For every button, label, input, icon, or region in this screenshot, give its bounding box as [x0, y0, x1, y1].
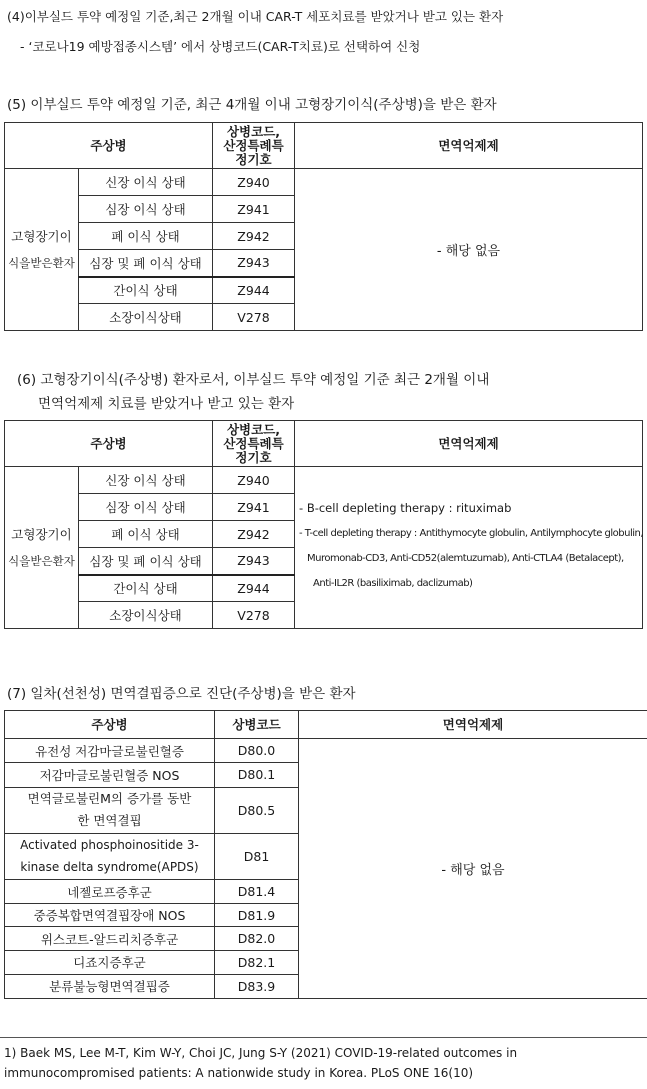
diagnosis-name: 폐 이식 상태 — [79, 521, 213, 548]
diagnosis-code: Z940 — [213, 169, 295, 196]
diagnosis-code: D80.1 — [215, 763, 299, 787]
intro-line-2: - ‘코로나19 예방접종시스템’ 에서 상병코드(CAR-T치료)로 선택하여 신청 — [20, 39, 421, 54]
diagnosis-name-line: 유전성 저감마글로불린혈증 — [35, 743, 184, 759]
diagnosis-code: D82.0 — [215, 927, 299, 950]
diagnosis-name-line: 저감마글로불린혈증 NOS — [39, 767, 180, 783]
diagnosis-name-line: 한 면역결핍 — [77, 813, 142, 829]
diagnosis-name — [5, 950, 215, 974]
diagnosis-code: D81.4 — [215, 880, 299, 904]
diagnosis-name-line: 면역글로불린M의 증가를 동반 — [27, 791, 192, 807]
diagnosis-code: Z942 — [213, 521, 295, 548]
diagnosis-name: 폐 이식 상태 — [79, 223, 213, 250]
header-diagnosis: 주상병 — [5, 123, 213, 169]
diagnosis-name: 신장 이식 상태 — [79, 467, 213, 494]
diagnosis-code: Z941 — [213, 494, 295, 521]
diagnosis-name — [5, 787, 215, 833]
diagnosis-code: D81.9 — [215, 904, 299, 927]
diagnosis-code: Z944 — [213, 575, 295, 602]
diagnosis-name — [5, 739, 215, 763]
footnote-line-2: immunocompromised patients: A nationwide study in Korea. PLoS ONE 16(10) — [4, 1066, 474, 1080]
immuno-cell: - 해당 없음 — [295, 169, 643, 331]
diagnosis-code: V278 — [213, 602, 295, 629]
header-diagnosis: 주상병 — [5, 711, 215, 739]
diagnosis-name: 소장이식상태 — [79, 304, 213, 331]
diagnosis-code: Z942 — [213, 223, 295, 250]
diagnosis-code: D80.5 — [215, 787, 299, 833]
diagnosis-name-line: 분류불능형면역결핍증 — [49, 979, 170, 995]
header-code: 상병코드, 산정특례특 정기호 — [213, 421, 295, 467]
diagnosis-name — [5, 833, 215, 879]
group-label — [5, 169, 79, 331]
diagnosis-code: V278 — [213, 304, 295, 331]
section6-title-line-1: (6) 고형장기이식(주상병) 환자로서, 이부실드 투약 예정일 기준 최근 2개월 이내 — [17, 372, 490, 388]
immuno-line: - B-cell depleting therapy : rituximab — [299, 501, 512, 515]
diagnosis-code: Z941 — [213, 196, 295, 223]
diagnosis-code: D82.1 — [215, 950, 299, 974]
diagnosis-name: 심장 및 폐 이식 상태 — [79, 548, 213, 575]
diagnosis-code: Z944 — [213, 277, 295, 304]
group-label — [5, 467, 79, 629]
immuno-line: Anti-IL2R (basiliximab, daclizumab) — [313, 578, 473, 589]
intro-line-1: (4)이부실드 투약 예정일 기준,최근 2개월 이내 CAR-T 세포치료를 받았거나 받고 있는 환자 — [7, 9, 504, 24]
group-label-line-2: 식을받은환자 — [8, 255, 75, 270]
section6-table — [4, 420, 643, 629]
immuno-line: Muromonab-CD3, Anti-CD52(alemtuzumab), Anti-CTLA4 (Betalacept), — [307, 553, 624, 564]
header-diagnosis: 주상병 — [5, 421, 213, 467]
section5-title: (5) 이부실드 투약 예정일 기준, 최근 4개월 이내 고형장기이식(주상병)을 받은 환자 — [7, 97, 497, 113]
header-immuno: 면역억제제 — [299, 711, 647, 739]
diagnosis-name — [5, 880, 215, 904]
diagnosis-name-line: 네젤로프증후군 — [67, 884, 152, 900]
diagnosis-name: 신장 이식 상태 — [79, 169, 213, 196]
header-immuno: 면역억제제 — [295, 421, 643, 467]
diagnosis-name — [5, 974, 215, 998]
group-label-line-1: 고형장기이 — [11, 526, 72, 542]
immuno-line: - T-cell depleting therapy : Antithymocyte globulin, Antilymphocyte globulin, — [299, 528, 644, 539]
diagnosis-name: 간이식 상태 — [79, 277, 213, 304]
diagnosis-name — [5, 904, 215, 927]
immuno-cell: - 해당 없음 — [299, 739, 647, 999]
diagnosis-name: 심장 이식 상태 — [79, 196, 213, 223]
diagnosis-name-line: 위스코트-알드리치증후군 — [40, 931, 179, 947]
footnote-divider — [0, 1037, 647, 1038]
diagnosis-name: 간이식 상태 — [79, 575, 213, 602]
diagnosis-code: D80.0 — [215, 739, 299, 763]
diagnosis-code: Z943 — [213, 250, 295, 277]
diagnosis-name-line: 디죠지증후군 — [73, 955, 146, 971]
header-code: 상병코드, 산정특례특 정기호 — [213, 123, 295, 169]
header-code: 상병코드 — [215, 711, 299, 739]
group-label-line-2: 식을받은환자 — [8, 553, 75, 568]
diagnosis-name-line: kinase delta syndrome(APDS) — [20, 860, 199, 875]
diagnosis-name — [5, 927, 215, 950]
header-immuno: 면역억제제 — [295, 123, 643, 169]
diagnosis-code: D81 — [215, 833, 299, 879]
section7-table — [4, 710, 647, 999]
diagnosis-code: Z943 — [213, 548, 295, 575]
diagnosis-code: D83.9 — [215, 974, 299, 998]
section6-title-line-2: 면역억제제 치료를 받았거나 받고 있는 환자 — [38, 396, 295, 412]
footnote-line-1: 1) Baek MS, Lee M-T, Kim W-Y, Choi JC, Jung S-Y (2021) COVID-19-related outcomes in — [4, 1046, 518, 1060]
group-label-line-1: 고형장기이 — [11, 228, 72, 244]
diagnosis-name — [5, 763, 215, 787]
diagnosis-code: Z940 — [213, 467, 295, 494]
section5-table — [4, 122, 643, 331]
diagnosis-name-line: Activated phosphoinositide 3- — [20, 838, 199, 853]
section7-title: (7) 일차(선천성) 면역결핍증으로 진단(주상병)을 받은 환자 — [7, 686, 356, 702]
diagnosis-name-line: 중증복합면역결핍장애 NOS — [33, 908, 186, 924]
diagnosis-name: 심장 및 폐 이식 상태 — [79, 250, 213, 277]
diagnosis-name: 심장 이식 상태 — [79, 494, 213, 521]
diagnosis-name: 소장이식상태 — [79, 602, 213, 629]
immuno-cell — [295, 467, 643, 629]
